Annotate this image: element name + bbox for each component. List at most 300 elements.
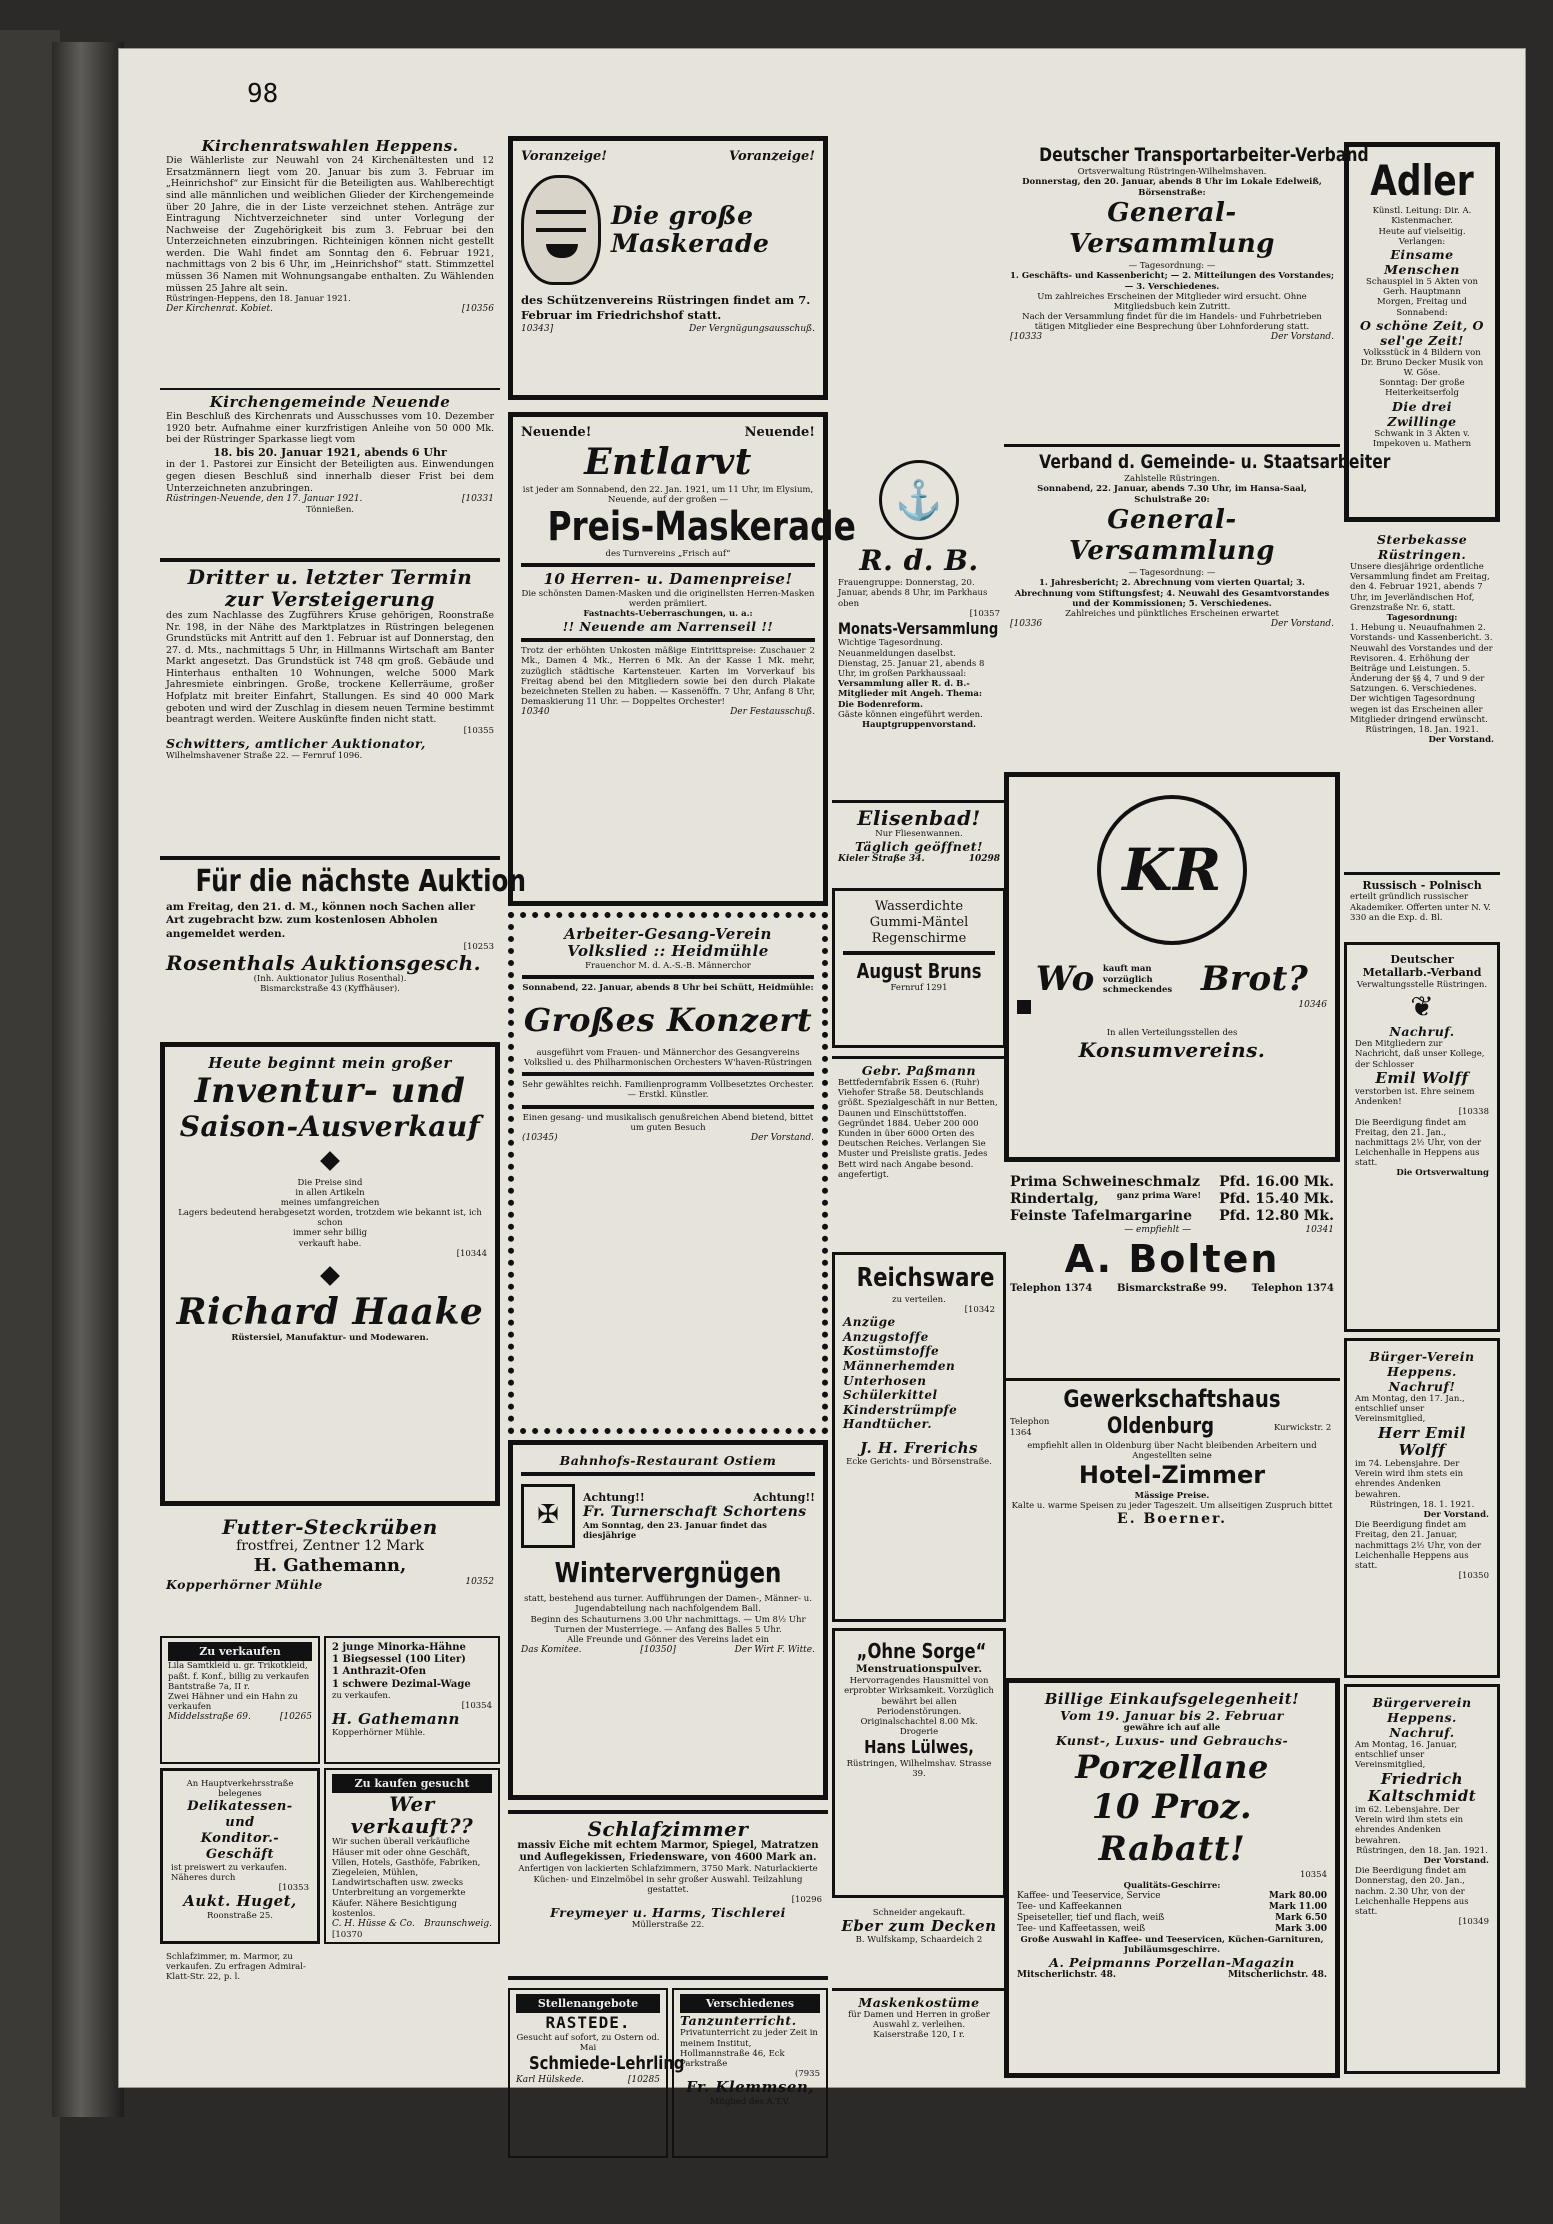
ad-sub: Ortsverwaltung Rüstringen-Wilhelmshaven. (1077, 167, 1267, 178)
ad-number: 10354 (1299, 1870, 1327, 1881)
ad-phone: Fernruf 1291 (890, 982, 948, 993)
logo-text: KR (1122, 835, 1222, 904)
ad-title: Die große Maskerade (611, 201, 770, 258)
ad-body-2: verstorben ist. Ehre seinem Andenken! (1355, 1086, 1475, 1108)
page-number: 98 (247, 79, 279, 109)
ad-play-1: Einsame Menschen (1384, 246, 1460, 277)
ad-signature: Der Vorstand. (1423, 1510, 1489, 1520)
ad-phone: Telephon 1374 (1251, 1282, 1334, 1294)
ad-address: B. Wulfskamp, Schaardeich 2 (855, 1935, 983, 1946)
mask-face-icon (521, 175, 601, 285)
ad-firm: H. Gathemann (332, 1710, 460, 1729)
price-note: ganz prima Ware! (1116, 1191, 1202, 1202)
anchor-icon: ⚓ (879, 460, 959, 540)
wreath-icon: ❦ (1410, 990, 1434, 1023)
notice-body-2: in der 1. Pastorei zur Einsicht der Beteiligten aus. Einwendungen gegen diesen Beschluß sind innerhalb dieser Frist bei dem Unterzeichneten anzubringen. (166, 459, 494, 494)
deceased-name: Emil Wolff (1375, 1068, 1469, 1087)
notice-body: Die Wählerliste zur Neuwahl von 24 Kirchenältesten und 12 Ersatzmännern liegt vom 20. Januar bis zum 3. Februar im „Heinrichshof“ zur Einsicht für die Beteiligten aus. Wahlberechtigt sind alle männlichen und weiblichen Glieder der Kirchengemeinde über 20 Jahre, die in der Liste verzeichnet stehen. Anträge zur Eintragung Nichtverzeichneter sind unter Vorlegung der Nachweise der Zugehörigkeit bis zum 3. Februar bei den Unterzeichneten einzubringen. Richteinigen können nicht gestellt werden. Die Wahl findet am Sonntag den 6. Februar 1921, nachmittags von 2 bis 6 Uhr, im „Heinrichshof“ statt. Stimmzettel müssen 36 Namen mit Wohnungsangabe enthalten. Zu Wählenden müssen 25 Jahre alt sein. (166, 155, 494, 294)
konzert-ad (508, 912, 828, 1434)
ad-dates: Vom 19. Januar bis 2. Februar (1060, 1708, 1284, 1724)
ad-signature: Der Vergnügungsausschuß. (689, 323, 815, 334)
ad-club: Fr. Turnerschaft Schortens (583, 1503, 807, 1520)
ad-body: Wir suchen überall verkäufliche Häuser mit oder ohne Geschäft, Villen, Hotels, Gasthöfe, Fabriken, Ziegeleien, Mühlen, Landwirtschaften usw. zwecks Unterbreitung an vorgemerkte Käufer. Nähere Besichtigung kostenlos. (332, 1837, 481, 1919)
wer-verkauft-ad (324, 1768, 500, 1944)
ad-body-3: Die Beerdigung findet am Freitag, den 21. Jan., nachmittags 2½ Uhr, von der Leichenhalle in Heppens aus statt. (1355, 1117, 1482, 1169)
ad-title: Deutscher (1390, 953, 1454, 966)
ad-body-3: Alle Freunde und Gönner des Vereins ladet ein (566, 1634, 770, 1645)
list-item: Schülerkittel (843, 1388, 938, 1403)
price-item: Tee- und Kaffeekannen (1017, 1901, 1122, 1912)
ad-play-2: O schöne Zeit, O sel'ge Zeit! (1360, 317, 1484, 348)
ad-title-2: Konditor.-Geschäft (200, 1831, 280, 1862)
ad-title: Arbeiter-Gesang-Verein (564, 925, 772, 943)
ad-extra: Fastnachts-Ueberraschungen, u. a.: (583, 608, 753, 619)
ad-line: 1 Anthrazit-Ofen (332, 1666, 426, 1678)
ad-body: Schneider angekauft. (872, 1908, 966, 1918)
ad-label-right: Voranzeige! (729, 149, 815, 164)
ad-line: Wasserdichte (874, 899, 964, 914)
ad-body: ist jeder am Sonnabend, den 22. Jan. 1921, um 11 Uhr, im Elysium, Neuende, auf der großen — (522, 484, 814, 505)
ad-title: Wer verkauft?? (350, 1792, 474, 1839)
section-header: Zu verkaufen (168, 1642, 312, 1661)
ad-subline: Rüstersiel, Manufaktur- und Modewaren. (231, 1332, 429, 1343)
price-item: Speiseteller, tief und flach, weiß (1017, 1912, 1165, 1923)
ad-firm: Konsumvereins. (1078, 1037, 1266, 1062)
square-icon (1017, 1000, 1031, 1014)
ad-title: Bürgerverein Heppens. (1372, 1695, 1472, 1725)
ad-body-5: Sonntag: Der große Heiterkeitserfolg (1379, 378, 1465, 399)
ad-agenda: 1. Jahresbericht; 2. Abrechnung vom vierten Quartal; 3. Abrechnung vom Stiftungsfest; 4. Neuwahl des Gesamtvorstandes und der Kommissionen; 5. Verschiedenes. (1014, 578, 1330, 609)
ad-body-2: Der wichtigen Tagesordnung wegen ist das Erscheinen aller Mitglieder dringend erwünscht. (1350, 694, 1488, 725)
ad-body: Privatunterricht zu jeder Zeit in meinem Institut, Hollmannstraße 46, Eck Parkstraße (680, 2028, 818, 2069)
ad-address: Kopperhörner Mühle (166, 1577, 323, 1593)
ad-firm: A. Peipmanns Porzellan-Magazin (1049, 1955, 1295, 1971)
ad-body: Schlafzimmer, m. Marmor, zu verkaufen. Zu erfragen Admiral-Klatt-Str. 22, p. l. (166, 1952, 306, 1983)
ad-title: Eber zum Decken (841, 1917, 997, 1936)
ad-number: (7935 (795, 2069, 820, 2080)
ad-body: Am Montag, 16. Januar, entschlief unser Vereinsmitglied, (1355, 1740, 1458, 1771)
delikatessen-ad (160, 1768, 320, 1944)
ad-title: Adler (1370, 156, 1474, 205)
ad-number: [10336 (1010, 619, 1043, 630)
passmann-ad (832, 1056, 1006, 1244)
schlafzimmer-ad (508, 1810, 828, 1980)
price-item: Prima Schweineschmalz (1010, 1174, 1200, 1190)
ad-label-left: Neuende! (521, 425, 592, 440)
notice-number: [10356 (461, 304, 494, 315)
ad-committee: Das Komitee. (521, 1645, 582, 1656)
ad-body-2: Sehr gewähltes reichh. Familienprogramm Vollbesetztes Orchester. — Erstkl. Künstler. (522, 1080, 814, 1101)
ad-body-3: Die Beerdigung findet am Donnerstag, den 20. Jan., nachm. 2.30 Uhr, von der Leichenhalle Heppens aus statt. (1355, 1866, 1469, 1917)
ad-address: Rüstringen, Wilhelmshav. Strasse 39. (846, 1759, 992, 1780)
konsum-logo-icon (1097, 795, 1247, 945)
ad-body: Bettfedernfabrik Essen 6. (Ruhr) Viehofer Straße 58. Deutschlands größt. Spezialgeschäft in nur Betten, Daunen und Einschüttstoffen. Gegründet 1884. Ueber 200 000 Kunden in über 6000 Orten des Deutschen Reiches. Verlangen Sie Muster und Preisliste gratis. Jedes Bett wird nach Angabe besond. angefertigt. (838, 1078, 998, 1180)
ad-address: Müllerstraße 22. (631, 1920, 705, 1931)
ad-body-3: Einen gesang- und musikalisch genußreichen Abend bietend, bittet um guten Besuch (522, 1112, 814, 1133)
ad-number: [10265 (279, 1712, 312, 1723)
ad-signature: Der Vorstand. (750, 1133, 814, 1144)
ad-club: des Turnvereins „Frisch auf“ (605, 549, 731, 560)
ad-number: 10341 (1305, 1225, 1334, 1236)
ad-title: Elisenbad! (857, 806, 981, 830)
notice-date: Rüstringen-Heppens, den 18. Januar 1921. (166, 294, 351, 305)
ad-address: Braunschweig. (424, 1918, 492, 1929)
ohne-sorge-ad (832, 1628, 1006, 1898)
ad-body: massiv Eiche mit echtem Marmor, Spiegel, Matratzen und Auflegekissen, Friedensware, von 4600 Mark an. (517, 1840, 819, 1864)
price-value: Pfd. 16.00 Mk. (1219, 1174, 1334, 1190)
ad-slogan: !! Neuende am Narrenseil !! (562, 619, 774, 635)
ad-title-2: Täglich geöffnet! (854, 839, 984, 855)
ad-title: Deutscher Transportarbeiter-Verband (1039, 144, 1369, 166)
ad-agenda: 1. Hebung u. Neuaufnahmen 2. Vorstands- und Kassenbericht. 3. Neuwahl des Vorstandes und der Revisoren. 4. Erhöhung der Beiträge und Leistungen. 5. Änderung der §§ 4, 7 und 9 der Satzungen. 6. Verschiedenes. (1350, 623, 1493, 695)
ad-number: (10345) (522, 1133, 558, 1144)
column-2 (508, 112, 856, 2107)
bruns-ad (832, 888, 1006, 1048)
ad-signature: Der Wirt F. Witte. (734, 1645, 815, 1656)
ad-sub: Menstruationspulver. (855, 1663, 983, 1676)
ad-text: immer sehr billig (292, 1228, 368, 1239)
ad-body-3: Dienstag, 25. Januar 21, abends 8 Uhr, im großen Parkhaussaal: (838, 658, 985, 679)
list-item: Kostümstoffe (843, 1344, 940, 1359)
ad-body-2: Zwei Hähner und ein Hahn zu verkaufen (168, 1691, 298, 1713)
price-item: Kaffee- und Teeservice, Service (1017, 1890, 1161, 1901)
ad-number: [10253 (463, 941, 494, 952)
ad-address: Kieler Straße 34. (838, 854, 925, 865)
ad-body: statt, bestehend aus turner. Aufführungen der Damen-, Männer- u. Jugendabteilung nach nachfolgendem Ball. (524, 1594, 812, 1615)
ad-agenda: 1. Geschäfts- und Kassenbericht; — 2. Mitteilungen des Vorstandes; — 3. Verschiedenes. (1010, 271, 1334, 292)
ad-body-3: Trotz der erhöhten Unkosten mäßige Eintrittspreise: Zuschauer 2 Mk., Damen 4 Mk., Herren 6 Mk. An der Kasse 1 Mk. mehr, zuzüglich städtische Kartensteuer. Karten im Vorverkauf bis Freitag abend bei den Mitgliedern sowie bei den durch Plakate bezeichneten Stellen zu haben. — Kassenöffn. 7 Uhr, Anfang 8 Uhr, Demaskierung 11 Uhr. — Doppeltes Orchester! (521, 646, 815, 708)
ostiem-ad (508, 1440, 828, 1800)
ad-title: Delikatessen- und (187, 1799, 293, 1831)
ad-when: Sonnabend, 22. Januar, abends 8 Uhr bei Schütt, Heidmühle: (522, 982, 814, 993)
ad-title: Entlarvt (584, 440, 752, 483)
ad-number: [10350] (640, 1645, 676, 1656)
ad-label-right: Achtung!! (753, 1490, 815, 1504)
diamond-icon (320, 1266, 340, 1286)
ad-line-3: Saison-Ausverkauf (179, 1110, 481, 1144)
ad-sub: Mitglied des A.T.V. (710, 2096, 790, 2107)
ad-sub: Verwaltungsstelle Rüstringen. (1356, 979, 1488, 990)
ad-body: Frauengruppe: Donnerstag, 20. Januar, abends 8 Uhr, im Parkhaus oben (838, 578, 988, 609)
transport-ad (1004, 140, 1369, 440)
ad-title-2: Volkslied :: Heidmühle (567, 942, 769, 961)
adler-ad (1344, 142, 1500, 522)
ad-line: 1 schwere Dezimal-Wage (332, 1678, 471, 1690)
ad-body-2: Anfertigen von lackierten Schlafzimmern, 3750 Mark. Naturlackierte Küchen- und Einzelmöbel in sehr großer Auswahl. Teilzahlung gestattet. (518, 1864, 818, 1895)
ad-firm: H. Gathemann, (253, 1555, 407, 1577)
ad-name: Karl Hülskede. (516, 2075, 585, 2086)
ad-body: Am Montag, den 17. Jan., entschlief unser Vereinsmitglied, (1355, 1394, 1465, 1425)
ad-title: Verband d. Gemeinde- u. Staatsarbeiter (1039, 451, 1391, 473)
column-3 (832, 112, 1006, 2072)
ad-number: [10353 (278, 1883, 309, 1894)
ad-body-5: Gäste können eingeführt werden. (838, 709, 983, 720)
ad-nachruf: Nachruf. (1389, 1024, 1455, 1040)
ad-address: Middelsstraße 69. (168, 1712, 251, 1723)
ad-date: Rüstringen, 18. 1. 1921. (1369, 1499, 1475, 1510)
price-item: Rindertalg, (1010, 1191, 1099, 1208)
notice-signature: Tönnießen. (305, 505, 355, 516)
ad-agenda-head: Tagesordnung: (1386, 612, 1458, 623)
ad-body-2: Schauspiel in 5 Akten von Gerh. Hauptmann (1366, 276, 1478, 298)
notice-signature: Der Kirchenrat. Kobiet. (166, 304, 273, 315)
ad-body: am Freitag, den 21. d. M., können noch Sachen aller Art zugebracht bzw. zum kostenlosen Abholen angemeldet werden. (166, 900, 476, 940)
ad-body-4: Volksstück in 4 Bildern von Dr. Bruno Decker Musik von W. Göse. (1360, 347, 1484, 379)
sterbekasse-ad (1344, 528, 1500, 868)
ad-text: Die Preise sind (297, 1177, 363, 1188)
ad-body-2: Kalte u. warme Speisen zu jeder Tageszeit. Um allseitigen Zuspruch bittet (1011, 1500, 1333, 1511)
ad-title: R. d. B. (859, 544, 979, 577)
ad-title-2: zur Versteigerung (225, 587, 435, 611)
ad-title: Bürger-Verein Heppens. (1369, 1349, 1475, 1379)
ad-title: „Ohne Sorge“ (856, 1639, 987, 1663)
buergerverein-nachruf-1 (1344, 1338, 1500, 1678)
ad-line: Regenschirme (871, 930, 967, 946)
price-value: Mark 3.00 (1275, 1923, 1327, 1934)
ad-body-2: im 74. Lebensjahre. Der Verein wird ihm stets ein ehrendes Andenken bewahren. (1355, 1459, 1464, 1500)
ad-word-brot: Brot? (1200, 959, 1309, 999)
ad-body: Unsere diesjährige ordentliche Versammlung findet am Freitag, den 4. Februar 1921, abends 7 Uhr, im Jeverländischen Hof, Grenzstraße Nr. 6, statt. (1350, 562, 1490, 613)
list-item: Männerhemden (843, 1358, 956, 1373)
deceased-name: Herr Emil Wolff (1378, 1423, 1466, 1459)
notice-title: Kirchenratswahlen Heppens. (201, 137, 459, 155)
diamond-icon (320, 1151, 340, 1171)
inventur-ad (160, 1042, 500, 1506)
ad-line: 1 Biegsessel (100 Liter) (332, 1654, 466, 1666)
ad-body-6: Schwank in 3 Akten v. Impekoven u. Mathern (1372, 428, 1472, 449)
ad-nachruf: Nachruf. (1389, 1725, 1455, 1740)
ad-head: Drogerie (899, 1727, 939, 1738)
ad-body: erteilt gründlich russischer Akademiker. Offerten unter N. V. 330 an die Exp. d. Bl. (1350, 892, 1491, 923)
ad-title: Futter-Steckrüben (222, 1515, 438, 1539)
section-header: Stellenangebote (516, 1994, 660, 2013)
ad-line: Gummi-Mäntel (869, 914, 969, 930)
ad-text: Lagers bedeutend herabgesetzt worden, trotzdem wie bekannt ist, ich schon (178, 1208, 482, 1229)
ad-number: [10296 (791, 1894, 822, 1905)
ad-label-right: Neuende! (744, 425, 815, 440)
ad-body-2: im 62. Lebensjahre. Der Verein wird ihm stets ein ehrendes Andenken bewahren. (1355, 1805, 1464, 1846)
ad-when: Donnerstag, den 20. Januar, abends 8 Uhr im Lokale Edelweiß, Börsenstraße: (1022, 177, 1322, 198)
price-value: Mark 6.50 (1275, 1912, 1327, 1923)
ad-title-2: Monats-Versammlung (838, 618, 999, 638)
ad-title-2: Preis-Maskerade (547, 504, 856, 551)
ad-headline: Großes Konzert (523, 1000, 813, 1039)
ad-line-1: Heute beginnt mein großer (208, 1054, 452, 1072)
ad-line-2: Inventur- und (194, 1071, 466, 1112)
list-item: Anzugstoffe (843, 1329, 929, 1344)
notice-number: [10331 (461, 494, 494, 505)
turner-emblem-icon: ✠ (521, 1484, 575, 1548)
ad-body: Gesucht auf sofort, zu Ostern od. Mai (516, 2032, 660, 2054)
ad-sub: Künstl. Leitung: Dir. A. Kistenmacher. (1372, 206, 1472, 227)
ad-play-3: Die drei Zwillinge (1387, 398, 1457, 429)
ad-number: [10357 (969, 608, 1000, 619)
column-1 (160, 112, 526, 2072)
ad-address: Kaiserstraße 120, I r. (873, 2030, 965, 2041)
ad-body-2: Nach der Versammlung findet für die im Handels- und Fuhrbetrieben tätigen Mitglieder eine Besprechung über Lohnforderung statt. (1022, 312, 1322, 333)
price-item: Feinste Tafelmargarine (1010, 1208, 1193, 1225)
ad-town: RASTEDE. (545, 2013, 631, 2033)
ad-address: Kopperhörner Mühle. (332, 1728, 426, 1739)
ad-text: in allen Artikeln (295, 1187, 365, 1198)
ad-body-2: Wichtige Tagesordnung. Neuanmeldungen daselbst. (838, 638, 956, 659)
ad-word-wo: Wo (1035, 959, 1095, 999)
ad-body: Nur Fliesenwannen. (875, 829, 963, 839)
ad-firm: A. Bolten (1064, 1237, 1280, 1282)
ad-text: verkauft habe. (298, 1238, 362, 1249)
gemeindearbeiter-ad (1004, 444, 1391, 762)
ad-phone: Telephon 1374 (1010, 1282, 1093, 1294)
ad-body-2: Die schönsten Damen-Masken und die originellsten Herren-Masken werden prämiiert. (521, 588, 815, 609)
price-item: Tee- und Kaffeetassen, weiß (1017, 1923, 1146, 1934)
ad-text: meines umfangreichen (280, 1197, 380, 1208)
ad-firm: Freymeyer u. Harms, Tischlerei (550, 1905, 786, 1921)
ad-body-4: Versammlung aller R. d. B.-Mitglieder mit Angeh. Thema: Die Bodenreform. (838, 679, 983, 710)
ad-agenda-head: — Tagesordnung: — (1128, 568, 1216, 579)
ad-number: [10285 (627, 2075, 660, 2086)
ad-body: ist preiswert zu verkaufen. Näheres durch (171, 1862, 287, 1883)
ad-word-mid: kauft man vorzüglich schmeckendes (1102, 964, 1173, 995)
ad-firm: Hans Lülwes, (864, 1737, 974, 1759)
kirchenrat-notice (160, 134, 500, 384)
konsumverein-ad (1004, 772, 1340, 1162)
column-5 (1344, 112, 1500, 2072)
ad-body: des zum Nachlasse des Zugführers Kruse gehörigen, Roonstraße Nr. 198, in der Nähe des Marktplatzes in Rüstringen belegenen Grundstücks mit Antritt auf den 1. Februar ist auf Donnerstag, den 27. d. Mts., nachmittags 5 Uhr, in Hillmanns Wirtschaft am Banter Markt angesetzt. Das Grundstück ist 748 qm groß. Gebäude und Hinterhaus enthalten 10 Wohnungen, welche 5000 Mark Jahresmiete einbringen. Große, trockene Kellerräume, großer Hofplatz mit breiter Einfahrt, Stallungen. Es sind 40 000 Mark geboten und wird der Zuschlag in diesem neuen Termine bestimmt beantragt werden. Weitere Auskünfte finden nicht statt. (166, 610, 494, 726)
ad-body: des Schützenvereins Rüstringen findet am 7. Februar im Friedrichshof statt. (521, 292, 811, 323)
ad-sub: Mässige Preise. (1134, 1490, 1210, 1501)
ad-owner: (Inh. Auktionator Julius Rosenthal). (253, 973, 407, 984)
page-stack-edge (52, 42, 124, 2117)
ad-top: An Hauptverkehrsstraße belegenes (186, 1779, 294, 1800)
ad-agenda-head: — Tagesordnung: — (1128, 261, 1216, 272)
ad-number: [10342 (964, 1304, 995, 1315)
ad-discount: 10 Proz. Rabatt! (1091, 1787, 1253, 1869)
ad-title-2: Metallarb.-Verband (1362, 966, 1482, 980)
reichsware-ad (832, 1252, 1006, 1622)
ad-headline: General-Versammlung (1069, 197, 1275, 260)
ad-date: Rüstringen, den 18. Jan. 1921. (1356, 1845, 1488, 1856)
ad-body-3: Morgen, Freitag und Sonnabend: (1377, 297, 1467, 318)
ad-signature: Der Festausschuß. (730, 707, 815, 718)
porzellan-ad (1004, 1678, 1340, 2078)
ad-headline: Wintervergnügen (554, 1556, 782, 1589)
ad-number: 10343] (521, 323, 554, 334)
ad-firm: J. H. Frerichs (860, 1439, 978, 1458)
ad-title: Schmiede-Lehrling (528, 2053, 685, 2075)
ad-number: 10352 (465, 1577, 494, 1588)
ad-name: Fr. Klemmsen, (686, 2078, 814, 2097)
ad-sub: Zahlstelle Rüstringen. (1124, 474, 1220, 485)
ad-body: Lila Samtkleid u. gr. Trikotkleid, paßt. f. Konf., billig zu verkaufen Bantstraße 7a, II r. (168, 1661, 310, 1692)
list-item: Kinderstrümpfe (843, 1402, 958, 1417)
ad-body: Große Auswahl in Kaffee- und Teeservicen, Küchen-Garnituren, Jubiläumsgeschirre. (1020, 1934, 1324, 1955)
ad-signature: Der Vorstand. (1423, 1856, 1489, 1866)
ad-address: Mitscherlichstr. 48. (1227, 1970, 1327, 1981)
ad-number: [10370 (332, 1929, 363, 1940)
ad-title: Für die nächste Auktion (195, 864, 526, 899)
ad-body: ausgeführt vom Frauen- und Männerchor des Gesangvereins Volkslied u. des Philharmonischen Orchesters W'haven-Rüstringen (523, 1047, 813, 1069)
section-header: Zu kaufen gesucht (332, 1774, 492, 1793)
ad-address: Bismarckstraße 43 (Kyffhäuser). (260, 983, 400, 994)
ad-firm: Richard Haake (176, 1291, 484, 1334)
ad-address: Mitscherlichstr. 48. (1017, 1970, 1117, 1981)
ad-headline: Hotel-Zimmer (1078, 1461, 1266, 1490)
ad-when: Am Sonntag, den 23. Januar findet das diesjährige (583, 1521, 767, 1542)
notice-title: Kirchengemeinde Neuende (209, 393, 451, 411)
book-spine (0, 30, 60, 2224)
ad-when: Sonnabend, 22. Januar, abends 7.30 Uhr, im Hansa-Saal, Schulstraße 20: (1037, 484, 1307, 505)
ad-firm: C. H. Hüsse & Co. (332, 1918, 415, 1929)
section-header: Verschiedenes (680, 1994, 820, 2013)
ad-body: Zahlreiches und pünktliches Erscheinen erwartet (1065, 608, 1279, 619)
auktion-ad (160, 856, 526, 1036)
ad-title: Billige Einkaufsgelegenheit! (1044, 1690, 1300, 1708)
notice-date: Rüstringen-Neuende, den 17. Januar 1921. (166, 494, 363, 505)
maskerade-ad (508, 136, 828, 400)
list-item: Unterhosen (843, 1373, 927, 1388)
ad-body: Hervorragendes Hausmittel von erprobter Wirksamkeit. Vorzüglich bewährt bei allen Periodenstörungen. Originalschachtel 8.00 Mk. (844, 1676, 994, 1727)
metallarbeiter-nachruf (1344, 942, 1500, 1332)
ad-body: Um zahlreiches Erscheinen der Mitglieder wird ersucht. Ohne Mitgliedsbuch kein Zutritt. (1037, 291, 1307, 312)
ad-signature: Der Vorstand. (1270, 332, 1334, 343)
list-item: Anzüge (843, 1315, 896, 1330)
ad-title: Tanzunterricht. (680, 2013, 797, 2029)
price-value: Pfd. 15.40 Mk. (1219, 1191, 1334, 1208)
ad-title: Russisch - Polnisch (1362, 879, 1482, 892)
elisenbad-ad (832, 800, 1006, 878)
ad-title-2: Kunst-, Luxus- und Gebrauchs- (1055, 1733, 1289, 1749)
ad-title: Dritter u. letzter Termin (187, 565, 473, 589)
ad-number: [10344 (456, 1248, 487, 1259)
price-value: Pfd. 12.80 Mk. (1219, 1208, 1334, 1225)
ad-prizes: 10 Herren- u. Damenpreise! (543, 570, 793, 589)
russisch-ad (1344, 872, 1500, 936)
ad-body: für Damen und Herren in großer Auswahl z. verleihen. (848, 2010, 990, 2031)
ad-body: In allen Verteilungsstellen des (1106, 1028, 1238, 1039)
ad-sub: Frauenchor M. d. A.-S.-B. Männerchor (585, 960, 751, 971)
ad-title: Bahnhofs-Restaurant Ostiem (559, 1453, 777, 1468)
ad-town: Oldenburg (1106, 1414, 1214, 1440)
bolten-ad (1004, 1170, 1340, 1370)
minorka-ad (324, 1636, 500, 1764)
ad-number: [10333 (1010, 332, 1043, 343)
ad-date: Rüstringen, 18. Jan. 1921. (1365, 725, 1479, 735)
entlarvt-ad (508, 412, 856, 906)
neuende-notice (160, 388, 500, 553)
price-value: Mark 11.00 (1268, 1901, 1327, 1912)
ad-title: Maskenkostüme (858, 1995, 980, 2010)
ad-line: frostfrei, Zentner 12 Mark (236, 1538, 424, 1554)
ad-headline: General-Versammlung (1069, 504, 1275, 567)
rdb-ad (832, 452, 1006, 792)
ad-sub: zu verteilen. (892, 1294, 946, 1305)
ad-number: 10298 (968, 854, 1000, 865)
ad-address: Wilhelmshavener Straße 22. — Fernruf 1096. (166, 750, 363, 761)
ad-body: empfiehlt allen in Oldenburg über Nacht bleibenden Arbeitern und Angestellten seine (1027, 1441, 1317, 1462)
zu-verkaufen-ad (160, 1636, 320, 1764)
eber-ad (832, 1904, 1006, 1984)
ad-label-left: Voranzeige! (521, 149, 607, 164)
ad-title: Sterbekasse Rüstringen. (1376, 532, 1468, 562)
buergerverein-nachruf-2 (1344, 1684, 1500, 2074)
ad-firm: Rosenthals Auktionsgesch. (166, 950, 482, 975)
ad-street: Kurwickstr. 2 (1274, 1422, 1332, 1433)
ad-quality: Qualitäts-Geschirre: (1123, 1880, 1221, 1891)
ad-signature: Schwitters, amtlicher Auktionator, (166, 735, 426, 751)
ad-number: 10346 (1298, 1000, 1327, 1011)
ad-address: Bismarckstraße 99. (1116, 1282, 1228, 1294)
ad-title: Reichsware (856, 1263, 995, 1293)
